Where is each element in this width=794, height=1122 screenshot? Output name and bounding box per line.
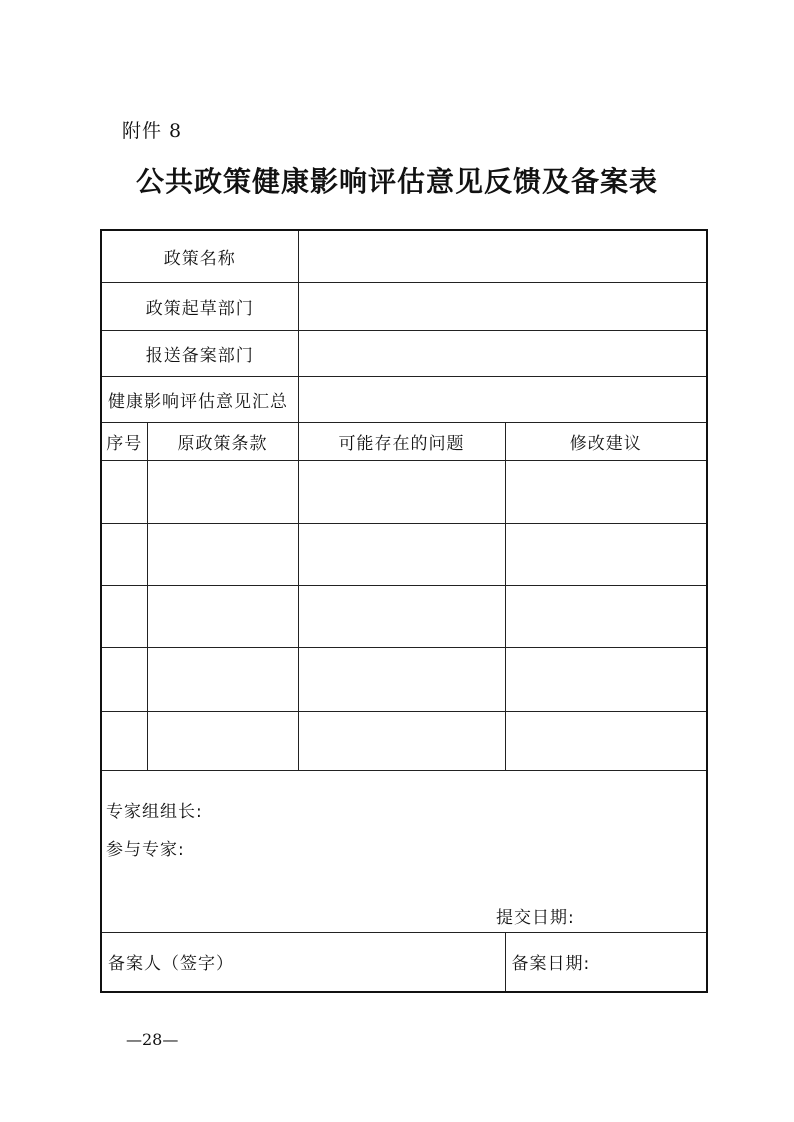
issue-cell[interactable] <box>298 585 505 647</box>
clause-cell[interactable] <box>147 523 298 585</box>
filing-dept-field[interactable] <box>298 330 707 376</box>
experts-label: 参与专家: <box>106 839 185 860</box>
suggestion-cell[interactable] <box>505 460 707 523</box>
policy-name-field[interactable] <box>298 230 707 282</box>
policy-name-row <box>101 230 707 282</box>
index-cell[interactable] <box>101 460 147 523</box>
table-row <box>101 647 707 711</box>
submit-date-label: 提交日期: <box>496 907 575 928</box>
filing-dept-row <box>101 330 707 376</box>
issue-cell[interactable] <box>298 711 505 770</box>
index-cell[interactable] <box>101 523 147 585</box>
drafting-dept-field[interactable] <box>298 282 707 330</box>
issue-cell[interactable] <box>298 460 505 523</box>
suggestion-cell[interactable] <box>505 585 707 647</box>
filing-row <box>101 932 707 992</box>
column-header-clause: 原政策条款 <box>147 422 298 460</box>
drafting-dept-row <box>101 282 707 330</box>
index-cell[interactable] <box>101 585 147 647</box>
signature-row <box>101 770 707 932</box>
clause-cell[interactable] <box>147 460 298 523</box>
signature-cell[interactable] <box>101 770 707 932</box>
suggestion-cell[interactable] <box>505 711 707 770</box>
filing-date-label: 备案日期: <box>505 932 707 992</box>
policy-name-label: 政策名称 <box>101 230 298 282</box>
issue-cell[interactable] <box>298 647 505 711</box>
issue-cell[interactable] <box>298 523 505 585</box>
index-cell[interactable] <box>101 711 147 770</box>
suggestion-cell[interactable] <box>505 523 707 585</box>
document-title: 公共政策健康影响评估意见反馈及备案表 <box>135 165 658 198</box>
table-row <box>101 585 707 647</box>
page-number: —28— <box>126 1030 179 1049</box>
clause-cell[interactable] <box>147 711 298 770</box>
index-cell[interactable] <box>101 647 147 711</box>
table-row <box>101 711 707 770</box>
feedback-form-table <box>100 229 708 993</box>
clause-cell[interactable] <box>147 585 298 647</box>
summary-row <box>101 376 707 422</box>
column-header-issue: 可能存在的问题 <box>298 422 505 460</box>
summary-label: 健康影响评估意见汇总 <box>101 376 298 422</box>
column-header-index: 序号 <box>101 422 147 460</box>
clause-cell[interactable] <box>147 647 298 711</box>
column-header-suggestion: 修改建议 <box>505 422 707 460</box>
summary-field[interactable] <box>298 376 707 422</box>
attachment-label: 附件 8 <box>122 120 183 142</box>
table-row <box>101 523 707 585</box>
drafting-dept-label: 政策起草部门 <box>101 282 298 330</box>
filer-label: 备案人（签字） <box>101 932 505 992</box>
table-row <box>101 460 707 523</box>
filing-dept-label: 报送备案部门 <box>101 330 298 376</box>
expert-leader-label: 专家组组长: <box>106 801 203 822</box>
suggestion-cell[interactable] <box>505 647 707 711</box>
column-header-row <box>101 422 707 460</box>
